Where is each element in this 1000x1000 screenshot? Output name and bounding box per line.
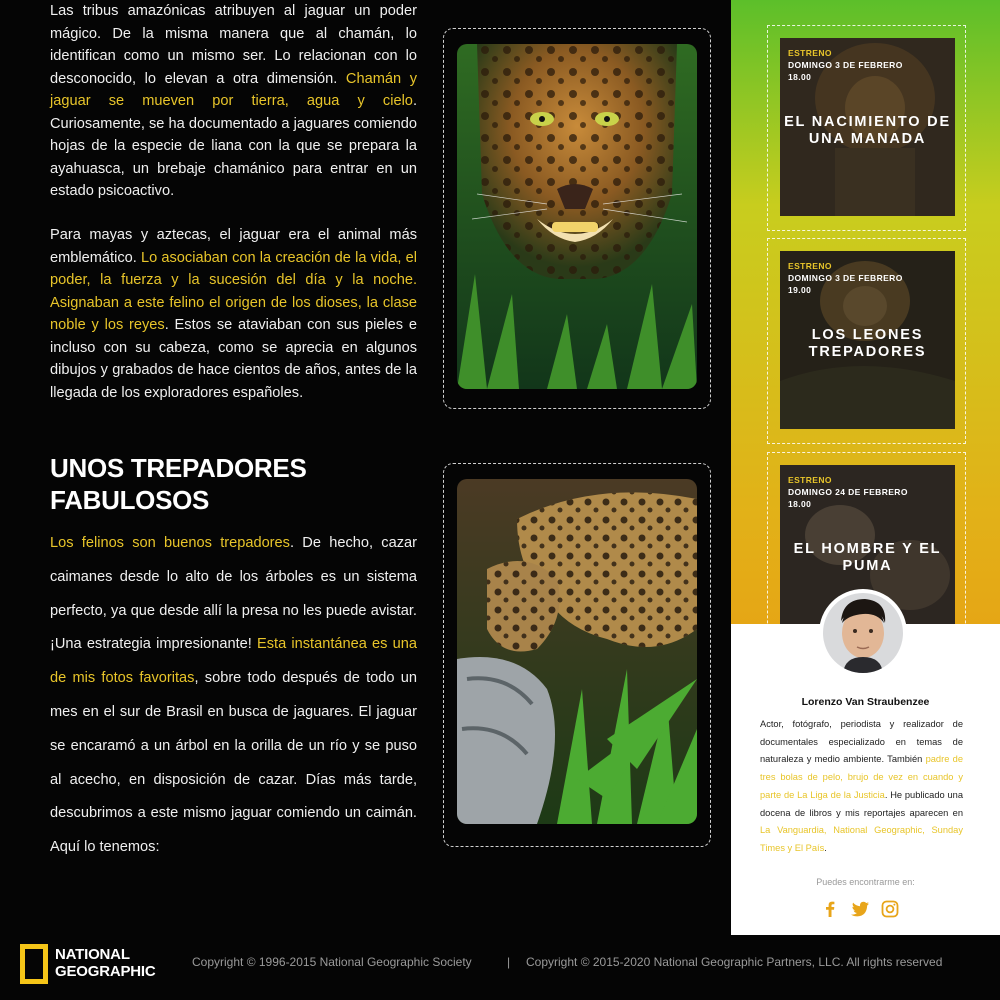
premiere-label-3: ESTRENO DOMINGO 24 DE FEBRERO 18.00 <box>788 475 908 509</box>
jaguar-eating-photo[interactable] <box>457 479 697 824</box>
author-portrait <box>823 593 903 673</box>
highlighted-text[interactable]: Lo asociaban con la creación de la vida, el poder, la fuerza y la sucesión del día y la noche. Asignaban a este felino el origen de los dioses, la clase noble y los reyes <box>50 249 417 333</box>
footer <box>0 935 1000 1000</box>
jaguar-eating-image <box>457 479 697 824</box>
jaguar-portrait-photo[interactable] <box>457 44 697 389</box>
body-text: Actor, fotógrafo, periodista y realizador de documentales especializado en temas de naturaleza y medio ambiente. También <box>760 719 963 765</box>
body-text: . De hecho, cazar caimanes desde lo alto de los árboles es un sistema perfecto, ya que desde allí la presa no les puede avistar. ¡Una estrategia impresionante! <box>50 535 417 653</box>
highlighted-text[interactable]: Chamán y jaguar se mueven por tierra, agua y cielo <box>50 70 417 109</box>
premiere-title-3: EL HOMBRE Y EL PUMA <box>793 541 942 574</box>
highlighted-text[interactable]: Los felinos son buenos trepadores <box>50 535 290 551</box>
author-avatar <box>819 589 907 677</box>
premiere-label-2: ESTRENO DOMINGO 3 DE FEBRERO 19.00 <box>788 261 903 295</box>
body-text: . Curiosamente, se ha documentado a jaguares comiendo hojas de la especie de liana con la que se prepara la ayahuasca, un brebaje chamánico para entrar en un estado psicoactivo. <box>50 93 417 199</box>
premiere-card-2[interactable] <box>767 238 966 444</box>
footer-separator: | <box>507 955 511 969</box>
twitter-icon[interactable] <box>850 899 870 919</box>
ng-logo-text: NATIONAL GEOGRAPHIC <box>55 946 156 980</box>
article-paragraph-1 <box>50 0 417 203</box>
copyright-society: Copyright © 1996-2015 National Geographic Society <box>192 955 472 969</box>
body-text: Las tribus amazónicas atribuyen al jaguar un poder mágico. De la misma manera que al chamán, lo identifican como un mismo ser. Lo relacionan con lo desconocido, lo elevan a otra dimensión. <box>50 3 417 87</box>
body-text: . Estos se ataviaban con sus pieles e incluso con su cabeza, como se aprecia en algunos dibujos y grabados de hace cientos de años, antes de la llegada de los exploradores españoles. <box>50 317 417 401</box>
highlighted-text[interactable]: La Vanguardia, National Geographic, Sunday Times y El País <box>760 825 963 853</box>
instagram-icon[interactable] <box>880 899 900 919</box>
find-me-label: Puedes encontrarme en: <box>816 877 915 887</box>
premiere-label-1: ESTRENO DOMINGO 3 DE FEBRERO 18.00 <box>788 48 903 82</box>
photo-frame-jaguar-portrait <box>443 28 711 409</box>
highlighted-text[interactable]: padre de tres bolas de pelo, brujo de vez en cuando y parte de La Liga de la Justicia <box>760 754 963 800</box>
body-text: . <box>824 842 827 853</box>
copyright-partners: Copyright © 2015-2020 National Geographic Partners, LLC. All rights reserved <box>526 955 943 969</box>
author-bio <box>760 716 963 858</box>
premiere-title-1: EL NACIMIENTO DE UNA MANADA <box>784 114 951 147</box>
photo-frame-jaguar-eating <box>443 463 711 847</box>
article-paragraph-2 <box>50 224 417 404</box>
article-paragraph-3 <box>50 527 417 865</box>
body-text: . He publicado una docena de libros y mis reportajes aparecen en <box>760 789 964 818</box>
jaguar-portrait-image <box>457 44 697 389</box>
facebook-icon[interactable] <box>820 899 840 919</box>
highlighted-text[interactable]: Esta instantánea es una de mis fotos favoritas <box>50 636 418 687</box>
national-geographic-logo[interactable] <box>20 944 165 990</box>
section-heading: UNOS TREPADORES FABULOSOS <box>50 453 307 515</box>
author-name: Lorenzo Van Straubenzee <box>801 696 930 708</box>
author-box <box>731 624 1000 935</box>
body-text: , sobre todo después de todo un mes en el sur de Brasil en busca de jaguares. El jaguar se encaramó a un árbol en la orilla de un río y se puso al acecho, en disposición de cazar. Días más tarde, descubrimos a este mismo jaguar comiendo un caimán. Aquí lo tenemos: <box>50 670 417 856</box>
body-text: Para mayas y aztecas, el jaguar era el animal más emblemático. <box>50 227 417 266</box>
premiere-card-1[interactable] <box>767 25 966 231</box>
ng-yellow-frame-icon <box>20 944 48 984</box>
premiere-title-2: LOS LEONES TREPADORES <box>808 327 927 360</box>
